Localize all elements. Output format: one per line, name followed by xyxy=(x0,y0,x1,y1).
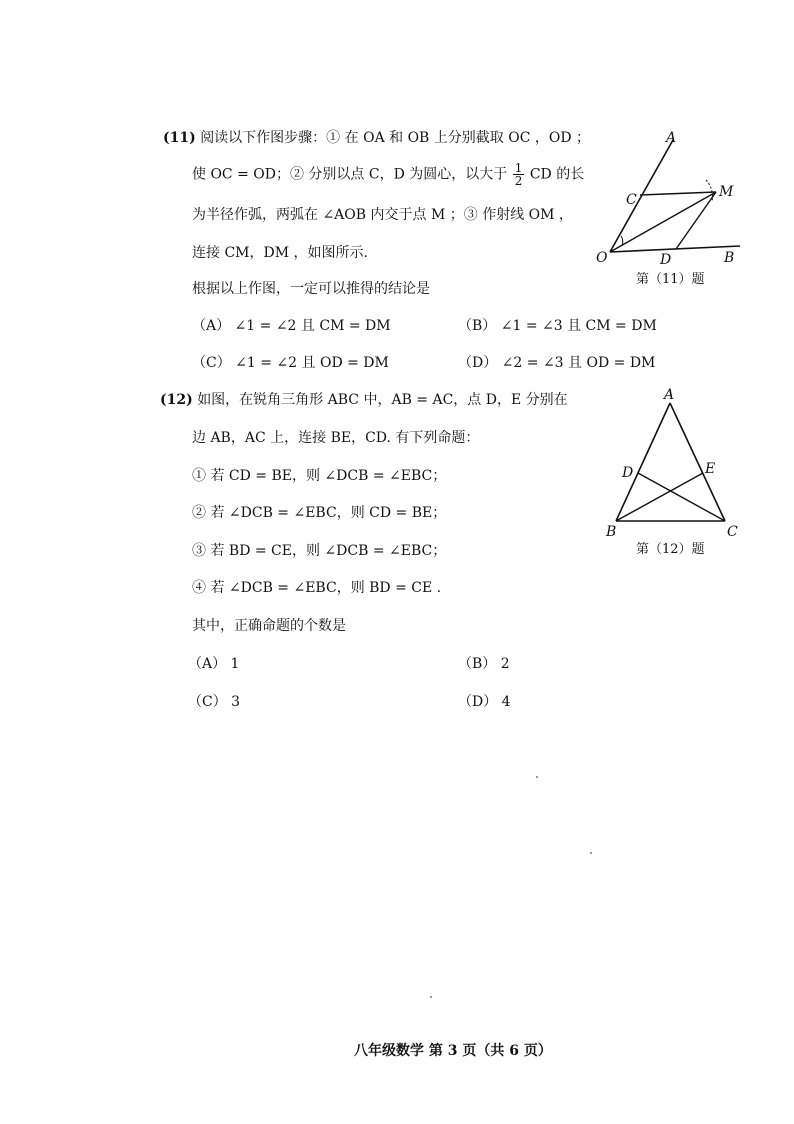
label-m: M xyxy=(719,184,734,200)
scan-speck xyxy=(430,996,432,998)
q12-option-d[interactable]: （D） 4 xyxy=(458,694,511,710)
label-e: E xyxy=(705,461,716,477)
label-a: A xyxy=(664,387,675,403)
q11-text-2b: CD 的长 xyxy=(529,166,585,183)
label-c: C xyxy=(626,192,637,208)
q11-number: (11) xyxy=(163,130,196,146)
fraction-denominator: 2 xyxy=(514,174,523,188)
q12-proposition-2: ② 若 ∠DCB = ∠EBC，则 CD = BE； xyxy=(192,505,447,521)
q11-option-d[interactable]: （D） ∠2 = ∠3 且 OD = DM xyxy=(458,355,656,371)
q12-option-c[interactable]: （C） 3 xyxy=(188,694,241,710)
q12-number: (12) xyxy=(160,392,193,408)
q11-line-2 xyxy=(192,162,584,187)
ray-ob xyxy=(610,246,740,252)
q11-line-1 xyxy=(163,128,590,148)
q12-question: 其中，正确命题的个数是 xyxy=(192,618,346,634)
q12-line-1 xyxy=(160,390,568,410)
scan-speck xyxy=(590,852,592,854)
q12-proposition-3: ③ 若 BD = CE，则 ∠DCB = ∠EBC； xyxy=(192,543,447,559)
q11-figure xyxy=(588,122,753,272)
fraction-numerator: 1 xyxy=(514,161,523,175)
q11-option-b[interactable]: （B） ∠1 = ∠3 且 CM = DM xyxy=(458,318,657,334)
q12-figure xyxy=(598,385,748,545)
side-ac xyxy=(670,403,725,521)
q12-figure-caption: 第（12）题 xyxy=(636,542,705,557)
label-c: C xyxy=(727,524,738,540)
label-o: O xyxy=(596,250,608,266)
segment-dm xyxy=(676,192,716,249)
q12-option-b[interactable]: （B） 2 xyxy=(458,656,510,672)
q11-option-c[interactable]: （C） ∠1 = ∠2 且 OD = DM xyxy=(192,355,389,371)
q11-line-4 xyxy=(192,243,368,263)
q12-text-2: 边 AB，AC 上，连接 BE，CD. 有下列命题： xyxy=(192,430,480,446)
page-footer: 八年级数学 第 3 页（共 6 页） xyxy=(354,1043,552,1059)
label-b: B xyxy=(606,524,617,540)
q11-text-5: 根据以上作图，一定可以推得的结论是 xyxy=(192,281,430,297)
label-b: B xyxy=(724,250,735,266)
q11-option-a[interactable]: （A） ∠1 = ∠2 且 CM = DM xyxy=(192,318,391,334)
q11-line-5 xyxy=(192,279,430,299)
q11-fraction xyxy=(513,162,525,187)
q12-proposition-1: ① 若 CD = BE，则 ∠DCB = ∠EBC； xyxy=(192,468,447,484)
ray-oa xyxy=(610,140,673,252)
q11-text-2a: 使 OC = OD；② 分别以点 C，D 为圆心，以大于 xyxy=(192,166,508,183)
q11-text-1: 阅读以下作图步骤：① 在 OA 和 OB 上分别截取 OC ，OD ； xyxy=(200,130,591,146)
scan-speck xyxy=(536,776,538,778)
q12-line-2 xyxy=(192,428,479,448)
label-d: D xyxy=(660,252,672,268)
q12-option-a[interactable]: （A） 1 xyxy=(188,656,240,672)
q11-text-3: 为半径作弧，两弧在 ∠AOB 内交于点 M ；③ 作射线 OM ， xyxy=(192,207,573,223)
q12-proposition-4: ④ 若 ∠DCB = ∠EBC，则 BD = CE . xyxy=(192,580,442,596)
q11-text-4: 连接 CM，DM ，如图所示. xyxy=(192,245,368,261)
label-d: D xyxy=(622,465,634,481)
q11-figure-caption: 第（11）题 xyxy=(636,272,705,287)
label-a: A xyxy=(666,130,677,146)
side-ab xyxy=(616,403,670,521)
segment-cm xyxy=(640,192,716,195)
q12-text-1: 如图，在锐角三角形 ABC 中，AB = AC，点 D，E 分别在 xyxy=(197,392,568,408)
segment-cd xyxy=(638,473,725,521)
q11-line-3 xyxy=(192,205,573,225)
